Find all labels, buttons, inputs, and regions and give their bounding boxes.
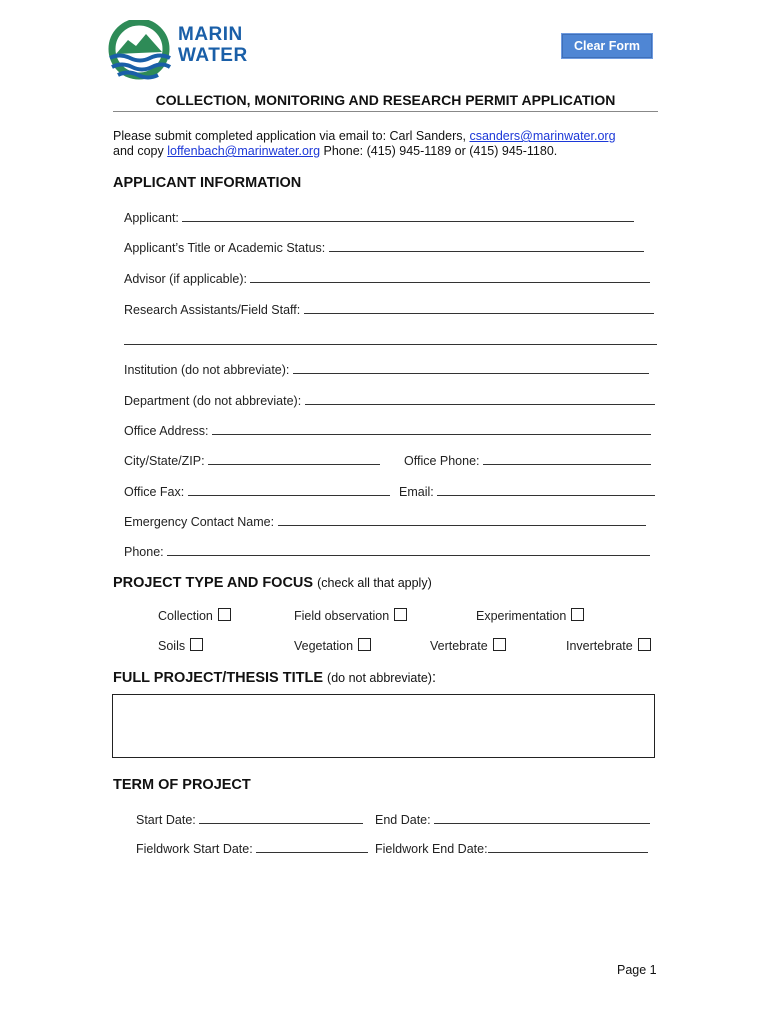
email-link-loffenbach[interactable]: loffenbach@marinwater.org [167, 144, 321, 158]
collection-checkbox[interactable] [218, 608, 231, 621]
project-type-note: (check all that apply) [317, 576, 432, 590]
email-field[interactable] [437, 484, 655, 496]
invertebrate-checkbox[interactable] [638, 638, 651, 651]
office-phone-row [404, 453, 651, 468]
assistants-label: Research Assistants/Field Staff: [124, 303, 301, 317]
emergency-contact-label: Emergency Contact Name: [124, 515, 275, 529]
assistants-field-continued[interactable] [124, 333, 657, 345]
term-of-project-heading: TERM OF PROJECT [113, 777, 251, 793]
email-row [399, 484, 655, 499]
title-status-label: Applicant’s Title or Academic Status: [124, 241, 326, 255]
applicant-information-heading: APPLICANT INFORMATION [113, 175, 302, 191]
project-type-heading [113, 575, 432, 591]
start-date-field[interactable] [199, 812, 363, 824]
form-title: COLLECTION, MONITORING AND RESEARCH PERMIT APPLICATION [113, 92, 658, 112]
vertebrate-checkbox[interactable] [493, 638, 506, 651]
page-number: Page 1 [617, 963, 657, 977]
vegetation-checkbox[interactable] [358, 638, 371, 651]
fieldwork-start-field[interactable] [256, 841, 368, 853]
assistants-field[interactable] [304, 302, 654, 314]
end-date-field[interactable] [434, 812, 650, 824]
submission-instructions [113, 129, 616, 159]
project-type-heading-text: PROJECT TYPE AND FOCUS [113, 575, 314, 591]
institution-field[interactable] [293, 362, 649, 374]
project-title-note: (do not abbreviate) [327, 671, 432, 685]
invertebrate-label: Invertebrate [566, 639, 633, 653]
logo-emblem-icon [108, 20, 174, 82]
institution-row [124, 362, 649, 377]
clear-form-button[interactable]: Clear Form [561, 33, 653, 59]
start-date-label: Start Date: [136, 813, 196, 827]
office-address-row [124, 423, 651, 438]
office-fax-field[interactable] [188, 484, 390, 496]
soils-checkbox[interactable] [190, 638, 203, 651]
vegetation-option [294, 638, 371, 653]
title-status-row [124, 240, 644, 255]
advisor-row [124, 271, 650, 286]
field-observation-checkbox[interactable] [394, 608, 407, 621]
start-date-row [136, 812, 363, 827]
assistants-row [124, 302, 654, 317]
office-phone-field[interactable] [483, 453, 651, 465]
field-observation-option [294, 608, 407, 623]
project-title-input[interactable] [112, 694, 655, 758]
email-label: Email: [399, 485, 434, 499]
city-state-zip-field[interactable] [208, 453, 380, 465]
project-title-colon: : [431, 670, 436, 686]
project-title-heading [113, 670, 436, 686]
experimentation-label: Experimentation [476, 609, 567, 623]
office-address-field[interactable] [212, 423, 651, 435]
vegetation-label: Vegetation [294, 639, 354, 653]
intro-text-1: Please submit completed application via email to: Carl Sanders, [113, 129, 470, 143]
emergency-contact-field[interactable] [278, 514, 646, 526]
department-field[interactable] [305, 393, 655, 405]
logo-line-2: WATER [178, 45, 248, 66]
applicant-label: Applicant: [124, 211, 179, 225]
logo-wordmark [178, 24, 248, 66]
advisor-field[interactable] [250, 271, 650, 283]
emergency-contact-row [124, 514, 646, 529]
applicant-row [124, 210, 634, 225]
experimentation-option [476, 608, 584, 623]
title-status-field[interactable] [329, 240, 644, 252]
logo-line-1: MARIN [178, 24, 243, 45]
advisor-label: Advisor (if applicable): [124, 272, 247, 286]
experimentation-checkbox[interactable] [571, 608, 584, 621]
phone-row [124, 544, 650, 559]
soils-option [158, 638, 203, 653]
institution-label: Institution (do not abbreviate): [124, 363, 290, 377]
phone-label: Phone: [124, 545, 164, 559]
email-link-csanders[interactable]: csanders@marinwater.org [469, 129, 616, 143]
fieldwork-end-field[interactable] [488, 841, 648, 853]
end-date-label: End Date: [375, 813, 431, 827]
city-state-zip-row [124, 453, 380, 468]
fieldwork-end-label: Fieldwork End Date: [375, 842, 488, 856]
vertebrate-option [430, 638, 506, 653]
office-phone-label: Office Phone: [404, 454, 480, 468]
office-address-label: Office Address: [124, 424, 209, 438]
department-row [124, 393, 655, 408]
collection-option [158, 608, 231, 623]
intro-text-2: and copy [113, 144, 168, 158]
city-state-zip-label: City/State/ZIP: [124, 454, 205, 468]
marin-water-logo [108, 20, 253, 82]
intro-phone-text: Phone: (415) 945-1189 or (415) 945-1180. [320, 144, 558, 158]
vertebrate-label: Vertebrate [430, 639, 488, 653]
field-observation-label: Field observation [294, 609, 390, 623]
fieldwork-start-row [136, 841, 368, 856]
soils-label: Soils [158, 639, 186, 653]
invertebrate-option [566, 638, 651, 653]
end-date-row [375, 812, 650, 827]
applicant-field[interactable] [182, 210, 634, 222]
collection-label: Collection [158, 609, 213, 623]
office-fax-row [124, 484, 390, 499]
fieldwork-end-row [375, 841, 648, 856]
phone-field[interactable] [167, 544, 650, 556]
office-fax-label: Office Fax: [124, 485, 185, 499]
project-title-heading-text: FULL PROJECT/THESIS TITLE [113, 670, 323, 686]
fieldwork-start-label: Fieldwork Start Date: [136, 842, 253, 856]
department-label: Department (do not abbreviate): [124, 394, 302, 408]
